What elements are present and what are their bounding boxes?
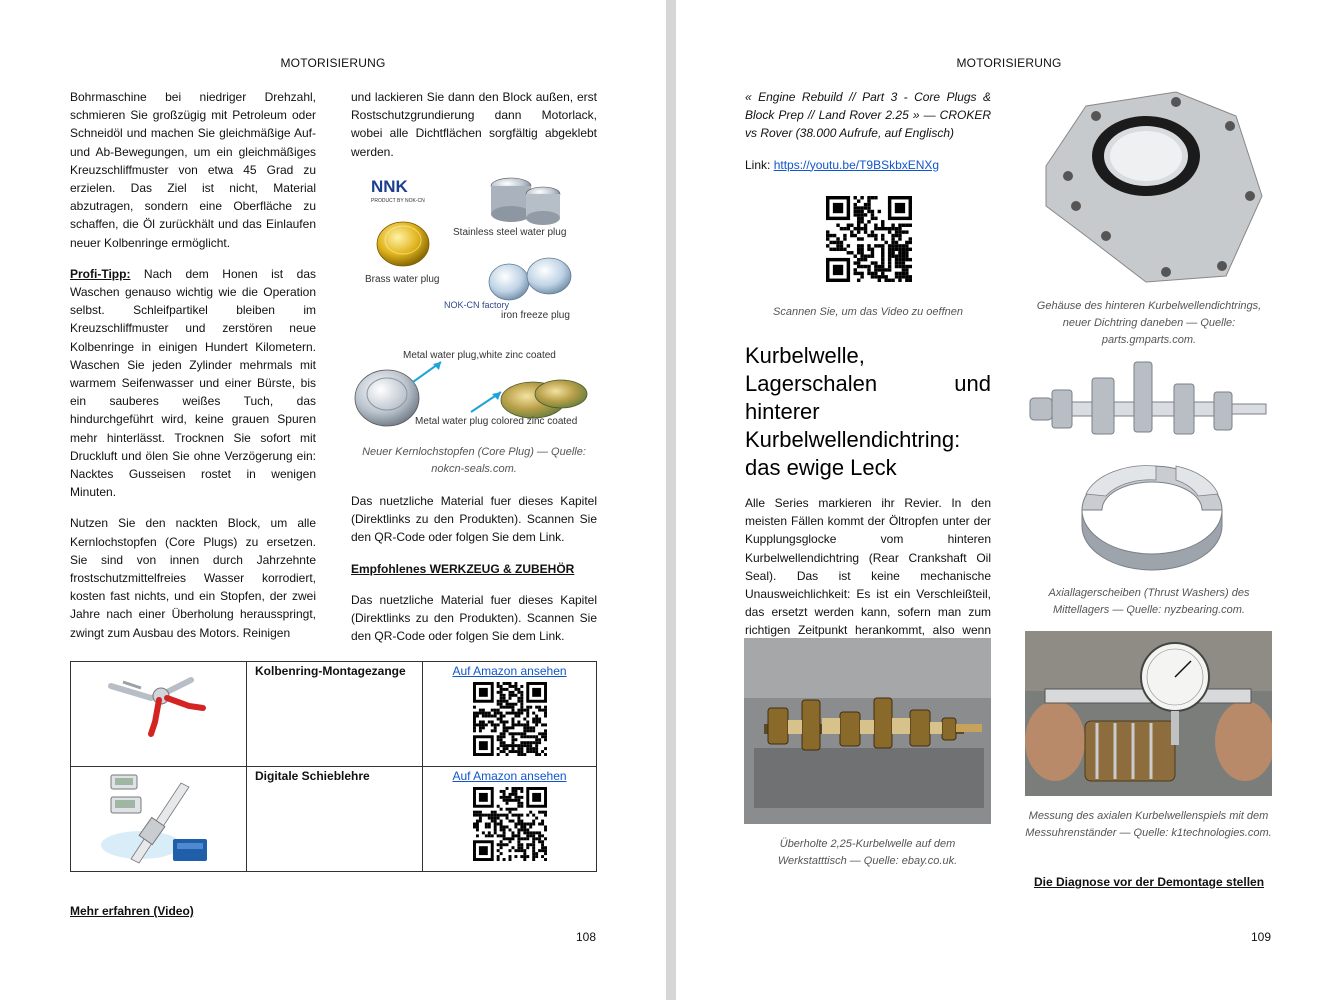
core-plug-illustration — [351, 172, 597, 440]
tool-image-cell — [71, 662, 247, 767]
paragraph: Das nuetzliche Material fuer dieses Kapitel (Direktlinks zu den Produkten). Scannen Sie den QR-Code oder folgen Sie dem Link. — [351, 494, 597, 545]
page-number: 108 — [576, 930, 597, 944]
table-row — [71, 662, 597, 767]
tool-image-cell — [71, 767, 247, 872]
left-column-2 — [351, 88, 597, 174]
video-link-line — [745, 156, 991, 174]
thrust-washer-photo — [1026, 354, 1272, 576]
section-heading: Empfohlenes WERKZEUG & ZUBEHÖR — [351, 561, 575, 576]
pro-tip-label: Profi-Tipp: — [70, 266, 131, 281]
running-header: MOTORISIERUNG — [280, 56, 386, 70]
crankshaft-photo — [744, 638, 991, 824]
link-label: Link: — [745, 157, 774, 172]
tools-table — [70, 661, 597, 872]
housing-caption: Gehäuse des hinteren Kurbelwellendichtrings, neuer Dichtring daneben — Quelle: parts.gmparts.com. — [1036, 300, 1262, 346]
amazon-link[interactable]: Auf Amazon ansehen — [452, 664, 567, 678]
page-number: 109 — [1251, 930, 1272, 944]
paragraph: Das nuetzliche Material fuer dieses Kapitel (Direktlinks zu den Produkten). Scannen Sie den QR-Code oder folgen Sie dem Link. — [351, 592, 597, 644]
digital-caliper-image — [71, 767, 246, 867]
chapter-heading: Kurbelwelle, Lagerschalen und hinterer Kurbelwellendichtring: das ewige Leck — [745, 343, 991, 480]
tool-name-cell: Kolbenring-Montagezange — [247, 662, 423, 767]
right-column-1 — [745, 88, 991, 187]
piston-ring-pliers-image — [71, 662, 246, 762]
paragraph: und lackieren Sie dann den Block außen, erst Rostschutzgrundierung dann Motorlack, wobei alle Dichtflächen sorgfältig abgeklebt werden. — [351, 90, 597, 159]
diagnosis-heading: Die Diagnose vor der Demontage stellen — [1033, 875, 1265, 889]
brass-label: Brass water plug — [365, 274, 440, 285]
qr-caption: Scannen Sie, um das Video zu oeffnen — [773, 306, 963, 318]
left-column-1 — [70, 88, 316, 655]
tool-link-cell — [423, 662, 597, 767]
left-column-2-lower — [351, 444, 597, 658]
page-gutter — [666, 0, 676, 1000]
left-page — [0, 0, 666, 1000]
nnk-logo: NNK — [371, 177, 408, 196]
qr-code-icon — [826, 196, 912, 282]
amazon-link[interactable]: Auf Amazon ansehen — [452, 769, 567, 783]
table-row — [71, 767, 597, 872]
paragraph: Nutzen Sie den nackten Block, um alle Kernlochstopfen (Core Plugs) zu ersetzen. Sie sind von innen durch Jahrzehnte frostschutzmittelfreies Wasser korrodiert, kosten fast nichts, und ein Stopfen, der zwei Jahre nach einer Überholung herausspringt, zwingt zum Ausbau des Motors. Reinigen — [70, 516, 316, 640]
nokcn-label: NOK-CN factory — [444, 300, 510, 310]
running-header: MOTORISIERUNG — [956, 56, 1062, 70]
core-plug-figure — [351, 172, 597, 440]
pro-tip-text: Nach dem Honen ist das Waschen genauso wichtig wie die Operation selbst. Schleifpartikel bleiben im Kreuzschliffmuster und zerstören neue Kolbenringe in einigen Hundert Kilometern. Waschen Sie jeden Zylinder mehrmals mit warmem Seifenwasser und einer Bürste, bis ein sauberes weißes Tuch, das hindurchgeführt wird, keine grauen Spuren mehr hinterlässt. Trocknen Sie sofort mit Druckluft und ölen Sie ohne Verzögerung ein: Nacktes Gusseisen rostet in wenigen Minuten. — [70, 266, 316, 500]
video-title: « Engine Rebuild // Part 3 - Core Plugs & Block Prep // Land Rover 2.25 » — CROKER vs Rover (38.000 Aufrufe, auf Englisch) — [745, 90, 991, 141]
colored-zinc-label: Metal water plug colored zinc coated — [415, 416, 578, 427]
qr-code-icon — [473, 787, 547, 861]
crankshaft-caption: Überholte 2,25-Kurbelwelle auf dem Werkstatttisch — Quelle: ebay.co.uk. — [777, 838, 958, 867]
iron-label: iron freeze plug — [501, 310, 570, 321]
right-page — [676, 0, 1342, 1000]
video-link[interactable]: https://youtu.be/T9BSkbxENXg — [773, 157, 940, 172]
more-video-heading: Mehr erfahren (Video) — [70, 904, 194, 918]
qr-code-icon — [473, 682, 547, 756]
figure-caption: Neuer Kernlochstopfen (Core Plug) — Quelle: nokcn-seals.com. — [362, 446, 586, 475]
tool-link-cell — [423, 767, 597, 872]
tool-name-cell: Digitale Schieblehre — [247, 767, 423, 872]
dial-caption: Messung des axialen Kurbelwellenspiels mit dem Messuhrenständer — Quelle: k1technologies.com. — [1025, 810, 1272, 839]
paragraph: Bohrmaschine bei niedriger Drehzahl, schmieren Sie großzügig mit Petroleum oder Schneidöl und machen Sie gleichmäßige Auf- und Ab-Bewegungen, um ein gleichmäßiges Kreuzschliffmuster von etwa 45 Grad zu erzielen. Das Ziel ist nicht, Material abzutragen, sondern eine Oberfläche zu schaffen, die Öl zurückhält und das Einlaufen neuer Kolbenringe ermöglicht. — [70, 90, 316, 250]
paragraph: Alle Series markieren ihr Revier. In den meisten Fällen kommt der Öltropfen unter der Kupplungsglocke vom hinteren Kurbelwellendichtring (Rear Crankshaft Oil Seal). Das ist keine mechanische Unausweichlichkeit: Es ist ein Verschleißteil, das ersetzt werden kann, sofern man zum richtigen Zeitpunkt herankommt, also wenn — [745, 496, 991, 638]
pro-tip-paragraph — [70, 265, 316, 502]
seal-housing-photo — [1026, 86, 1272, 286]
dial-gauge-photo — [1025, 631, 1272, 796]
dial-gauge-illustration — [1025, 631, 1272, 796]
seal-housing-illustration — [1026, 86, 1272, 286]
nnk-logo-subtitle: PRODUCT BY NOK-CN — [371, 198, 425, 204]
right-column-1-body — [745, 342, 991, 671]
stainless-label: Stainless steel water plug — [453, 227, 567, 238]
white-zinc-label: Metal water plug,white zinc coated — [403, 350, 556, 361]
thrust-washer-illustration — [1026, 354, 1272, 576]
crankshaft-illustration — [744, 638, 991, 824]
thrust-caption: Axiallagerscheiben (Thrust Washers) des Mittellagers — Quelle: nyzbearing.com. — [1048, 587, 1250, 616]
